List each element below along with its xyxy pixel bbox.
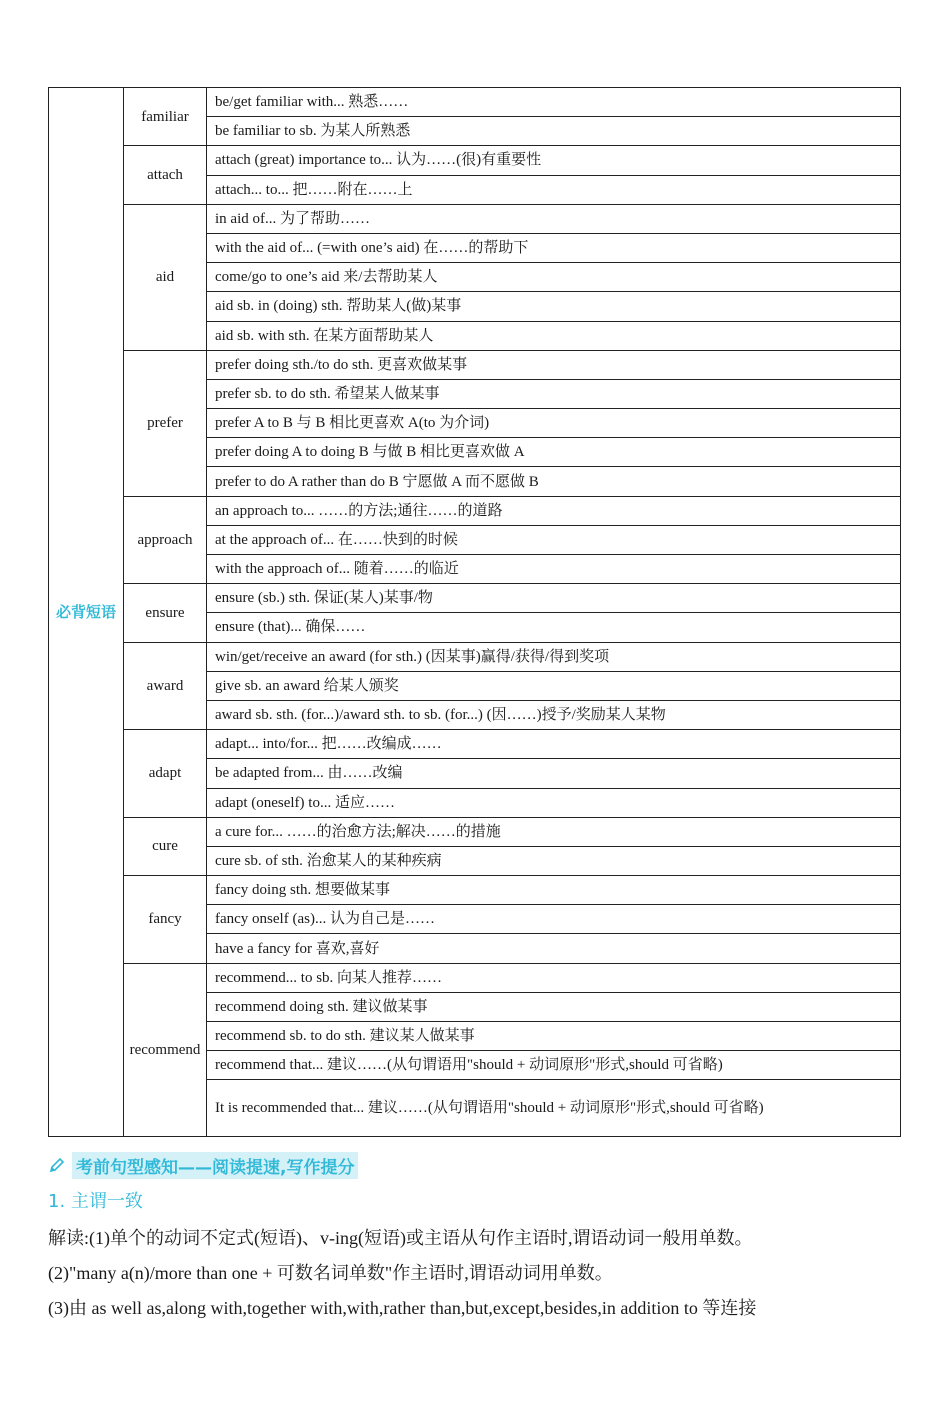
subsection-title: 1. 主谓一致 (48, 1191, 143, 1212)
paragraph-2: (2)"many a(n)/more than one + 可数名词单数"作主语时,谓语动词用单数。 (48, 1263, 613, 1283)
table-row (49, 642, 901, 671)
phrase-cell: prefer A to B 与 B 相比更喜欢 A(to 为介词) (207, 409, 901, 438)
phrase-cell: have a fancy for 喜欢,喜好 (207, 934, 901, 963)
phrase-cell: aid sb. with sth. 在某方面帮助某人 (207, 321, 901, 350)
paragraph-1: 解读:(1)单个的动词不定式(短语)、v-ing(短语)或主语从句作主语时,谓语动词一般用单数。 (48, 1228, 753, 1248)
category-cell: 必背短语 (49, 88, 124, 1137)
phrase-cell: fancy doing sth. 想要做某事 (207, 876, 901, 905)
word-cell-aid: aid (124, 204, 207, 350)
phrase-cell: recommend that... 建议……(从句谓语用"should + 动词原形"形式,should 可省略) (207, 1051, 901, 1080)
phrase-cell: be adapted from... 由……改编 (207, 759, 901, 788)
phrase-cell: cure sb. of sth. 治愈某人的某种疾病 (207, 846, 901, 875)
word-cell-fancy: fancy (124, 876, 207, 964)
phrase-cell: adapt... into/for... 把……改编成…… (207, 730, 901, 759)
phrase-table (48, 87, 901, 1137)
section-heading (48, 1152, 358, 1178)
phrase-cell: ensure (sb.) sth. 保证(某人)某事/物 (207, 584, 901, 613)
phrase-cell: a cure for... ……的治愈方法;解决……的措施 (207, 817, 901, 846)
phrase-cell: aid sb. in (doing) sth. 帮助某人(做)某事 (207, 292, 901, 321)
phrase-cell: recommend doing sth. 建议做某事 (207, 992, 901, 1021)
phrase-cell: give sb. an award 给某人颁奖 (207, 671, 901, 700)
phrase-cell: in aid of... 为了帮助…… (207, 204, 901, 233)
table-row (49, 146, 901, 175)
phrase-cell: be familiar to sb. 为某人所熟悉 (207, 117, 901, 146)
phrase-cell: fancy onself (as)... 认为自己是…… (207, 905, 901, 934)
phrase-cell: ensure (that)... 确保…… (207, 613, 901, 642)
table-row (49, 584, 901, 613)
pencil-icon (48, 1156, 66, 1174)
phrase-cell: prefer sb. to do sth. 希望某人做某事 (207, 379, 901, 408)
table-row (49, 730, 901, 759)
table-row (49, 88, 901, 117)
table-row (49, 204, 901, 233)
phrase-cell: prefer to do A rather than do B 宁愿做 A 而不愿做 B (207, 467, 901, 496)
phrase-cell: come/go to one’s aid 来/去帮助某人 (207, 263, 901, 292)
section-title: 考前句型感知——阅读提速,写作提分 (72, 1152, 358, 1179)
word-cell-award: award (124, 642, 207, 730)
phrase-cell: adapt (oneself) to... 适应…… (207, 788, 901, 817)
phrase-cell: be/get familiar with... 熟悉…… (207, 88, 901, 117)
phrase-cell: with the approach of... 随着……的临近 (207, 555, 901, 584)
table-row (49, 817, 901, 846)
word-cell-ensure: ensure (124, 584, 207, 642)
word-cell-prefer: prefer (124, 350, 207, 496)
word-cell-recommend: recommend (124, 963, 207, 1137)
word-cell-familiar: familiar (124, 88, 207, 146)
word-cell-cure: cure (124, 817, 207, 875)
word-cell-approach: approach (124, 496, 207, 584)
table-row (49, 350, 901, 379)
word-cell-attach: attach (124, 146, 207, 204)
phrase-cell: at the approach of... 在……快到的时候 (207, 525, 901, 554)
word-cell-adapt: adapt (124, 730, 207, 818)
phrase-cell: award sb. sth. (for...)/award sth. to sb. (for...) (因……)授予/奖励某人某物 (207, 700, 901, 729)
table-row (49, 876, 901, 905)
phrase-cell: recommend sb. to do sth. 建议某人做某事 (207, 1022, 901, 1051)
table-row (49, 496, 901, 525)
phrase-cell: attach (great) importance to... 认为……(很)有重要性 (207, 146, 901, 175)
phrase-cell: with the aid of... (=with one’s aid) 在……的帮助下 (207, 233, 901, 262)
phrase-cell: attach... to... 把……附在……上 (207, 175, 901, 204)
phrase-cell: It is recommended that... 建议……(从句谓语用"should + 动词原形"形式,should 可省略) (207, 1080, 901, 1137)
phrase-cell: win/get/receive an award (for sth.) (因某事)赢得/获得/得到奖项 (207, 642, 901, 671)
table-row (49, 963, 901, 992)
phrase-cell: an approach to... ……的方法;通往……的道路 (207, 496, 901, 525)
phrase-cell: prefer doing A to doing B 与做 B 相比更喜欢做 A (207, 438, 901, 467)
phrase-cell: prefer doing sth./to do sth. 更喜欢做某事 (207, 350, 901, 379)
paragraph-3: (3)由 as well as,along with,together with,with,rather than,but,except,besides,in addition to 等连接 (48, 1298, 757, 1318)
phrase-cell: recommend... to sb. 向某人推荐…… (207, 963, 901, 992)
